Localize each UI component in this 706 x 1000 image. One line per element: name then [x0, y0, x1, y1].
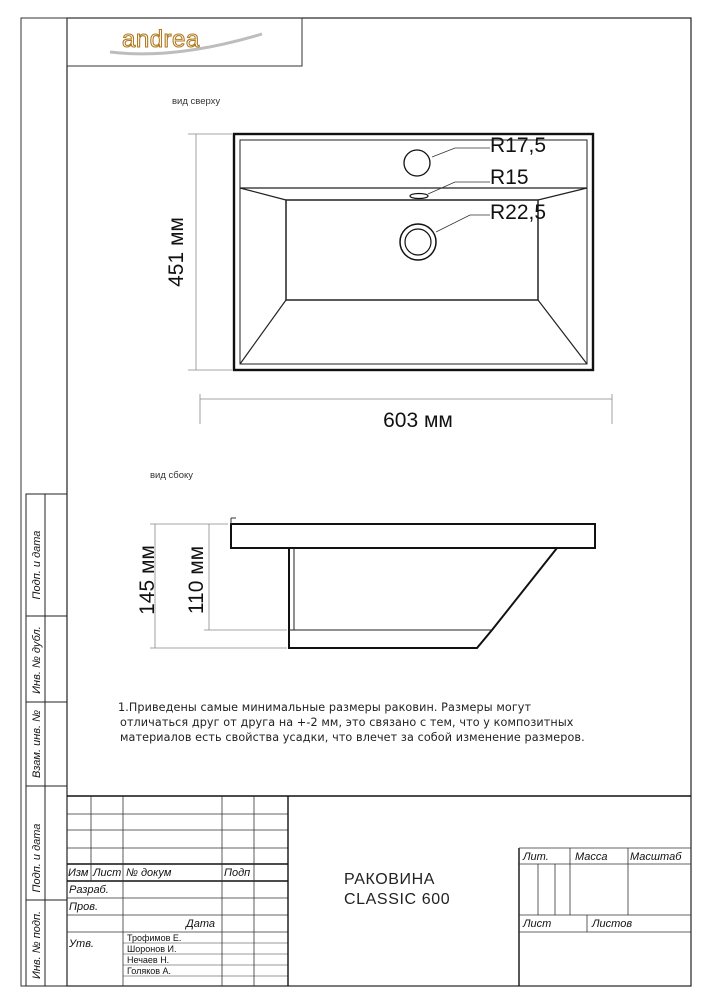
sheet-label: Лист — [523, 918, 552, 930]
logo-text: andrea — [122, 26, 200, 53]
col-header-doc-number: № докум — [126, 867, 172, 879]
role-approver: Утв. — [69, 938, 94, 950]
sink-inner-rim — [240, 140, 587, 364]
side-view-dimensions — [150, 524, 287, 648]
radius-label-overflow: R15 — [490, 166, 529, 189]
lit-label: Лит. — [523, 851, 549, 863]
width-dimension-label: 603 мм — [383, 409, 453, 432]
role-developer: Разраб. — [69, 884, 109, 896]
total-height-label: 145 мм — [136, 545, 159, 615]
product-title-line2: CLASSIC 600 — [344, 891, 451, 908]
side-view-drawing — [231, 518, 595, 648]
col-header-sheet: Лист — [93, 867, 122, 879]
radius-label-drain: R22,5 — [490, 201, 547, 224]
role-checker: Пров. — [69, 901, 99, 913]
faucet-hole — [404, 150, 430, 176]
inner-frame — [67, 18, 691, 986]
col-header-date: Дата — [186, 918, 216, 930]
strip-field-sign-date-1: Подп. и дата — [31, 530, 43, 600]
strip-field-orig-inv: Инв. № подп. — [31, 910, 43, 980]
sheets-label: Листов — [592, 918, 633, 930]
radius-label-faucet: R17,5 — [490, 134, 547, 157]
sink-outline-top — [234, 134, 593, 370]
note-text — [118, 700, 658, 745]
strip-field-replace-inv: Взам. инв. № — [31, 709, 43, 779]
name-row-3: Нечаев Н. — [127, 955, 170, 965]
col-header-sign: Подп — [224, 867, 251, 879]
strip-field-dup-inv: Инв. № дубл. — [31, 626, 43, 694]
overflow-hole — [410, 194, 428, 199]
depth-dimension-label: 451 мм — [165, 217, 188, 287]
logo — [67, 18, 302, 66]
note-line-2: отличаться друг от друга на +-2 мм, это связано с тем, что у композитных — [120, 716, 574, 729]
note-line-1: 1.Приведены самые минимальные размеры раковин. Размеры могут — [118, 701, 532, 714]
name-row-1: Трофимов Е. — [127, 933, 182, 943]
bowl-height-label: 110 мм — [185, 545, 208, 615]
scale-label: Масштаб — [630, 851, 682, 863]
drain-inner — [405, 229, 431, 255]
countertop-slab — [231, 524, 595, 548]
name-row-4: Голяков А. — [127, 966, 172, 976]
name-row-2: Шоронов И. — [127, 944, 177, 954]
note-line-3: материалов есть свойства усадки, что влечет за собой изменение размеров. — [120, 731, 585, 744]
strip-field-sign-date-2: Подп. и дата — [31, 823, 43, 893]
top-view-drawing — [234, 134, 593, 370]
mass-label: Масса — [575, 851, 608, 863]
side-view-label: вид сбоку — [150, 470, 194, 481]
col-header-change: Изм — [68, 867, 89, 879]
outer-frame — [21, 18, 691, 986]
top-view-dimensions — [188, 134, 612, 424]
product-title-line1: РАКОВИНА — [344, 871, 436, 888]
bowl-profile — [289, 548, 557, 648]
top-view-label: вид сверху — [172, 96, 221, 107]
